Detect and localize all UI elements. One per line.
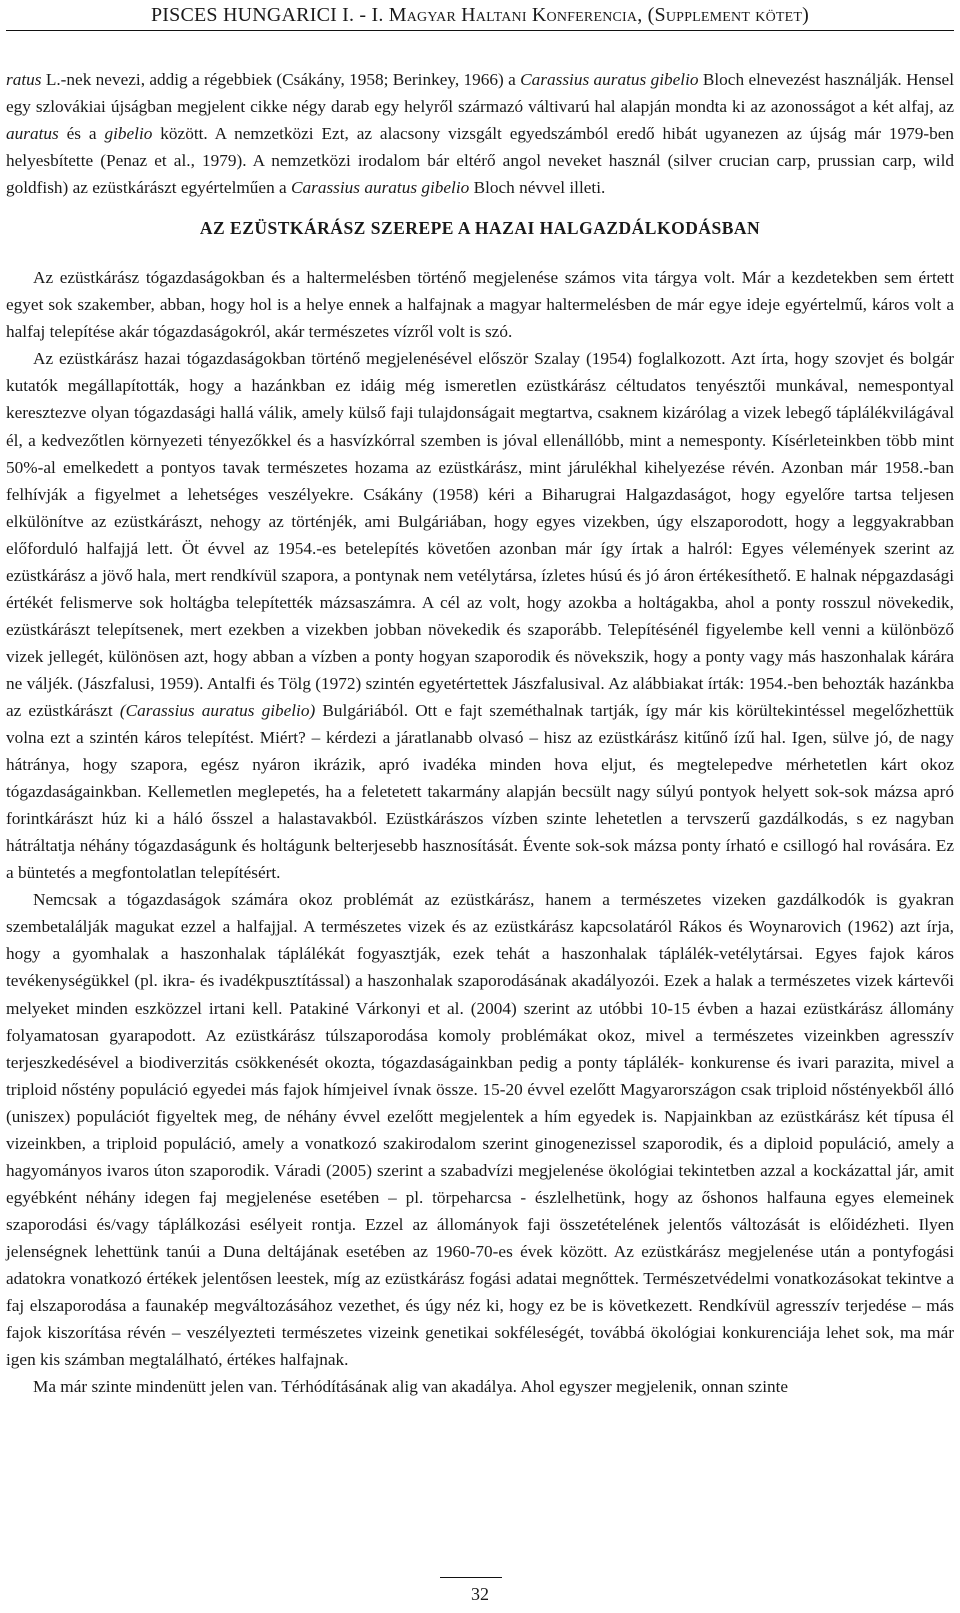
body-paragraph: Nemcsak a tógazdaságok számára okoz problémát az ezüstkárász, hanem a természetes vizeken gazdálkodók is gyakran szembetalálják magukat ezzel a halfajjal. A természetes vizek és az ezüstkárász kapcsolatáról Rákos és Woynarovich (1962) azt írja, hogy a gyomhalak a haszonhalak táplálékát fogyasztják, ezek tehát a haszonhalak táplálék-vetélytársai. Egyes fajok káros tevékenységükkel (pl. ikra- és ivadékpusztítással) a haszonhalak szaporodásának akadályozói. Ezek a halak a természetes vizek kártevői melyeket minden eszközzel irtani kell. Patakiné Várkonyi et al. (2004) szerint az utóbbi 10-15 évben a hazai ezüstkárász állomány folyamatosan gyarapodott. Az ezüstkárász túlszaporodása komoly problémákat okoz, mivel a természetes vizeinkben agresszív terjeszkedésével a biodiverzitás csökkenését okozta, tógazdaságainkban pedig a ponty táplálék- konkurense és ivari parazita, mivel a triploid nőstény populáció egyedei más fajok hímjeivel ívnak össze. 15-20 évvel ezelőtt Magyarországon csak triploid nőstényekből álló (uniszex) populációt figyeltek meg, de néhány évvel ezelőtt megjelentek a hím egyedek is. Napjainkban az ezüstkárász két típusa él vizeinkben, a triploid populáció, amely a vonatkozó szakirodalom szerint ginogenezissel szaporodik, és a diploid populáció, amely a hagyományos ivaros úton szaporodik. Váradi (2005) szerint a szabadvízi megjelenése ökológiai tekintetben azzal a kockázattal jár, amit egyébként néhány idegen faj megjelenése esetében – pl. törpeharcsa - észlelhetünk, hogy az őshonos halfauna egyes elemeinek szaporodási és/vagy táplálkozási esélyeit rontja. Ezzel az állományok faji összetételének jelentős változását is előidézheti. Ilyen jelenségnek lehettünk tanúi a Duna deltájának esetében az 1960-70-es évek között. Az ezüstkárász megjelenése után a pontyfogási adatokra vonatkozó értékek jelentősen leestek, míg az ezüstkárász fogási adatai megnőttek. Természetvédelmi vonatkozásokat tekintve a faj elszaporodása a faunakép megváltozásához vezethet, és úgy néz ki, hogy ez be is következett. Rendkívül agresszív terjedése – más fajok kiszorítása révén – veszélyezteti természetes vizeink genetikai sokféleségét, továbbá ökológiai konkurenciája lehet sok, ma már igen kis számban megtalálható, értékes halfajnak. [6,890,954,1370]
body-paragraph [6,345,954,886]
running-header [0,0,960,40]
journal-title [151,4,809,27]
species-italic: ratus [6,70,42,89]
species-italic: (Carassius auratus gibelio) [119,700,316,720]
species-italic: Carassius auratus gibelio [290,178,470,198]
journal-title-part: ) [802,4,810,26]
species-italic: gibelio [104,124,153,144]
article-body [6,66,954,1400]
paragraph-text: és a [58,124,105,144]
body-paragraph: Az ezüstkárász tógazdaságokban és a haltermelésben történő megjelenése számos vita tárgya volt. Már a kezdetekben sem értett egyet sok szakember, abban, hogy hol is a helye ennek a halfajnak a magyar haltermelésben de már egye ideje egyértelmű, káros volt a halfaj telepítése akár tógazdaságokról, akár természetes vízről volt is szó. [6,268,954,342]
section-heading: AZ EZÜSTKÁRÁSZ SZEREPE A HAZAI HALGAZDÁLKODÁSBAN [199,218,761,239]
conference-name: Magyar Haltani Konferencia [388,4,638,26]
paragraph-text: Bloch elnevezést használják. Hensel egy szlovákiai újságban megjelent cikke négy darab egy helyről származó váltivarú hal alapján mondta ki az azonosságot a két alfaj, az [6,70,955,117]
supplement-label: Supplement kötet [654,4,803,26]
paragraph-text: között. A nemzetközi Ezt, az alacsony vizsgált egyedszámból eredő hibát ugyanezen az újság már 1979-ben helyesbítette (Penaz et al., 1979). A nemzetközi irodalom bár eltérő angol neveket használ (silver crucian carp, prussian carp, wild goldfish) az ezüstkárászt egyértelműen a [6,124,954,198]
paragraph-text: Az ezüstkárász hazai tógazdaságokban történő megjelenésével először Szalay (1954) foglalkozott. Azt írta, hogy szovjet és bolgár kutatók megállapították, hogy a hazánkban ez idáig még ismeretlen ezüstkárász céltudatos tenyésztői munkával, nemespontyal keresztezve olyan tógazdasági hallá válik, amely külső faji tulajdonságait megtartva, csaknem kizárólag a vizek lebegő táplálékvilágával él, a kedvezőtlen környezeti tényezőkkel és a hasvízkórral szemben is jóval ellenállóbb, mint a nemesponty. Kísérleteinkben több mint 50%-al emelkedett a pontyos tavak természetes hozama az ezüstkárász, mint járulékhal kihelyezése révén. Azonban már 1958.-ban felhívják a figyelmet a lehetséges veszélyekre. Csákány (1958) kéri a Biharugrai Halgazdaságot, hogy egyelőre tartsa teljesen elkülönítve az ezüstkárászt, nehogy az történjék, ami Bulgáriában, hogy egyes vizekben, úgy elszaporodott, hogy a leggyakrabban előforduló halfajjá lett. Öt évvel az 1954.-es betelepítés követően azonban már így írtak a halról: Egyes vélemények szerint az ezüstkárász a jövő hala, mert rendkívül szapora, a pontynak nem vetélytársa, ízletes húsú és jó áron értékesíthető. E halnak népgazdasági értékét felismerve sok holtágba telepítették mázsaszámra. A cél az volt, hogy azokba a holtágakba, ahol a ponty rosszul növekedik, ezüstkárászt telepítsenek, mert ezekben a vizekben jobban növekedik és szaporább. Telepítésénél figyelembe kell venni a különböző vizek jellegét, különösen azt, hogy abban a vízben a ponty hogyan szaporodik és növekszik, hogy a ponty vagy más haszonhalak kárára ne váljék. (Jászfalusi, 1959). Antalfi és Tölg (1972) szintén egyetértettek Jászfalusival. Az alábbiakat írták: 1954.-ben behozták hazánkba az ezüstkárászt [6,349,954,720]
page-number: 32 [471,1584,489,1604]
journal-title-part: PISCES HUNGARICI I. - I. [150,4,389,26]
species-italic: Carassius auratus gibelio [520,70,699,89]
header-rule [6,30,954,31]
paragraph-text: L.-nek nevezi, addig a régebbiek (Csákány, 1958; Berinkey, 1966) a [41,70,521,89]
paragraph-text: Bloch névvel illeti. [469,178,606,198]
intro-paragraph [6,66,954,201]
journal-title-part: , ( [637,4,655,26]
species-italic: auratus [6,124,59,144]
footer-rule [440,1577,502,1578]
body-paragraph: Ma már szinte mindenütt jelen van. Térhódításának alig van akadálya. Ahol egyszer megjelenik, onnan szinte [33,1377,789,1397]
paragraph-text: Bulgáriából. Ott e fajt szeméthalnak tartják, így már kis körültekintéssel megelőzhettük volna ezt a szintén káros telepítést. Miért? – kérdezi a járatlanabb olvasó – hisz az ezüstkárász kitűnő ízű hal. Igen, sülve jó, de nagy hátránya, hogy szapora, egész nyáron ikrázik, apró ivadéka minden hova eljut, és megtelepedve mérhetetlen kárt okoz tógazdaságainkban. Kellemetlen meglepetés, ha a feletetett takarmány alapján becsült nagy súlyú pontyok helyett sok-sok mázsa apró forintkárászt húz ki a háló ősszel a halastavakból. Ezüstkárászos vízben szinte lehetetlen a tervszerű gazdálkodás, s ez nagyban hátráltatja néhány tógazdaságunk és holtágunk belterjesebb hasznosítását. Évente sok-sok mázsa ponty írható e csillogó hal rovására. Ez a büntetés a megfontolatlan telepítésért. [6,700,954,883]
